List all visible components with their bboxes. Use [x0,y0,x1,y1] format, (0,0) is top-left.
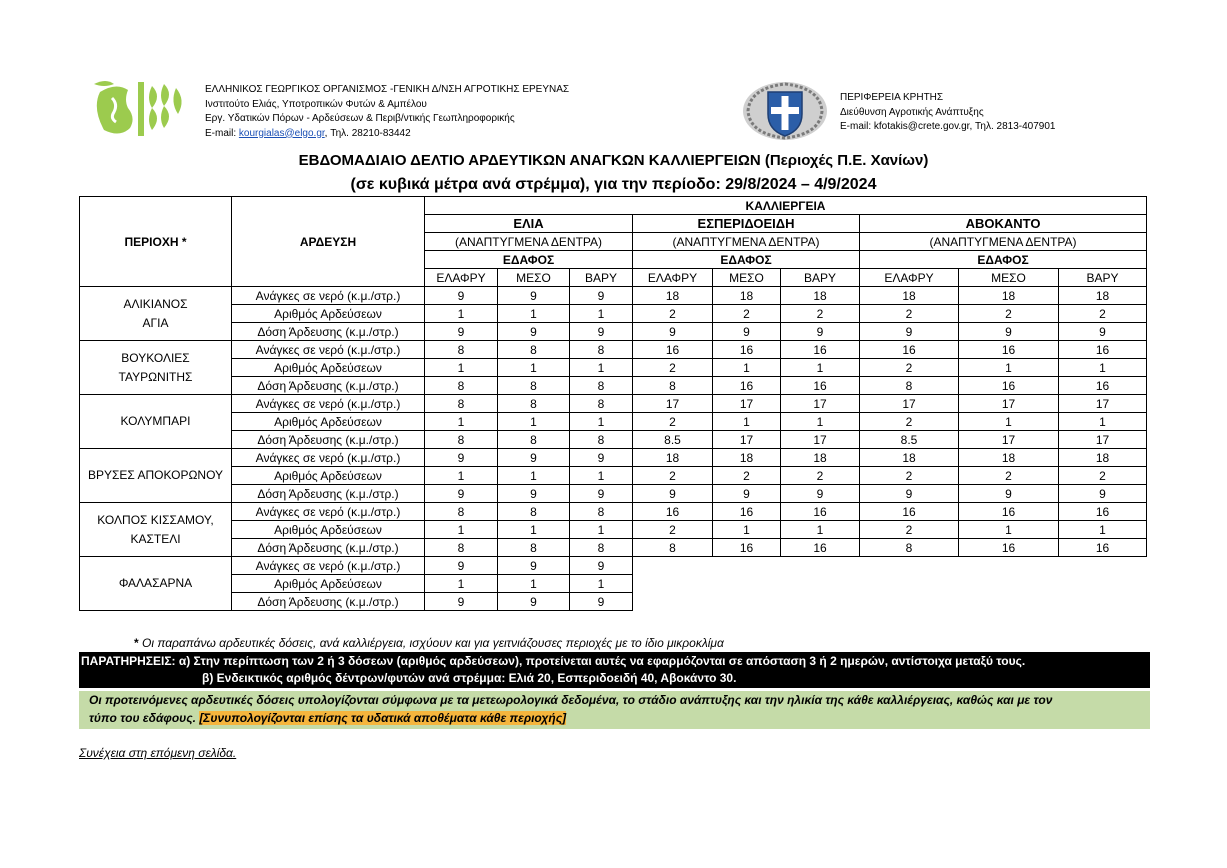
irrigation-table [79,196,1147,611]
value-cell: 9 [498,323,570,341]
value-cell: 8.5 [860,431,959,449]
value-cell: 9 [781,323,860,341]
value-cell: 16 [633,341,713,359]
value-cell: 1 [570,575,633,593]
value-cell: 2 [860,359,959,377]
footnote: * Οι παραπάνω αρδευτικές δόσεις, ανά καλλιέργεια, ισχύουν και για γειτνιάζουσες περιοχές με το ίδιο μικροκλίμα [134,636,724,650]
region-name: ΑΛΙΚΙΑΝΟΣ ΑΓΙΑ [80,287,232,341]
empty-cell [959,575,1059,593]
table-row [80,377,1147,395]
crop-citrus-sub: (ΑΝΑΠΤΥΓΜΕΝΑ ΔΕΝΤΡΑ) [633,233,860,251]
empty-cell [781,575,860,593]
note-line2: τύπο του εδάφους. [Συνυπολογίζονται επίσης τα υδατικά αποθέματα κάθε περιοχής] [89,711,567,725]
value-cell: 9 [498,485,570,503]
value-cell: 16 [1059,341,1147,359]
empty-cell [713,575,781,593]
empty-cell [860,557,959,575]
value-cell: 8 [498,341,570,359]
value-cell: 16 [781,503,860,521]
value-cell: 16 [959,539,1059,557]
value-cell: 9 [959,485,1059,503]
value-cell: 8 [498,539,570,557]
value-cell: 8 [425,539,498,557]
irrigation-row-label: Ανάγκες σε νερό (κ.μ./στρ.) [232,341,425,359]
value-cell: 8 [498,431,570,449]
value-cell: 2 [860,467,959,485]
irrigation-row-label: Αριθμός Αρδεύσεων [232,359,425,377]
value-cell: 1 [425,413,498,431]
value-cell: 18 [713,287,781,305]
table-row [80,395,1147,413]
region-name: ΦΑΛΑΣΑΡΝΑ [80,557,232,611]
value-cell: 8.5 [633,431,713,449]
soil-type-header: ΒΑΡΥ [570,269,633,287]
value-cell: 2 [633,359,713,377]
value-cell: 9 [425,593,498,611]
value-cell: 8 [570,539,633,557]
value-cell: 9 [860,485,959,503]
irrigation-row-label: Ανάγκες σε νερό (κ.μ./στρ.) [232,395,425,413]
value-cell: 9 [498,593,570,611]
soil-header-avocado: ΕΔΑΦΟΣ [860,251,1147,269]
table-row [80,593,1147,611]
value-cell: 1 [425,359,498,377]
region-name: ΚΟΛΠΟΣ ΚΙΣΣΑΜΟΥ, ΚΑΣΤΕΛΙ [80,503,232,557]
table-row [80,503,1147,521]
value-cell: 8 [570,341,633,359]
value-cell: 16 [1059,539,1147,557]
value-cell: 1 [1059,521,1147,539]
value-cell: 8 [570,395,633,413]
value-cell: 8 [570,377,633,395]
value-cell: 8 [425,503,498,521]
value-cell: 1 [425,467,498,485]
value-cell: 16 [781,341,860,359]
empty-cell [959,557,1059,575]
value-cell: 16 [860,503,959,521]
irrigation-row-label: Αριθμός Αρδεύσεων [232,467,425,485]
value-cell: 16 [781,539,860,557]
table-row [80,359,1147,377]
note-highlight: [Συνυπολογίζονται επίσης τα υδατικά αποθέματα κάθε περιοχής] [199,711,567,725]
bulletin-title: ΕΒΔΟΜΑΔΙΑΙΟ ΔΕΛΤΙΟ ΑΡΔΕΥΤΙΚΩΝ ΑΝΑΓΚΩΝ ΚΑΛΛΙΕΡΓΕΙΩΝ (Περιοχές Π.Ε. Χανίων) [298,152,929,169]
irrigation-row-label: Δόση Άρδευσης (κ.μ./στρ.) [232,323,425,341]
empty-cell [1059,575,1147,593]
contact-right: E-mail: kfotakis@crete.gov.gr, Τηλ. 2813-407901 [840,121,1056,132]
value-cell: 9 [781,485,860,503]
crop-citrus: ΕΣΠΕΡΙΔΟΕΙΔΗ [633,215,860,233]
empty-cell [713,593,781,611]
lab-name: Εργ. Υδατικών Πόρων - Αρδεύσεων & Περιβ/ντικής Γεωπληροφορικής [205,113,515,124]
value-cell: 16 [713,539,781,557]
empty-cell [1059,557,1147,575]
value-cell: 1 [425,575,498,593]
value-cell: 1 [713,413,781,431]
empty-cell [713,557,781,575]
value-cell: 8 [633,539,713,557]
continuation-note: Συνέχεια στη επόμενη σελίδα. [79,746,237,760]
value-cell: 2 [1059,305,1147,323]
department-name: Διεύθυνση Αγροτικής Ανάπτυξης [840,106,984,118]
value-cell: 8 [498,395,570,413]
value-cell: 9 [425,449,498,467]
irrigation-row-label: Δόση Άρδευσης (κ.μ./στρ.) [232,539,425,557]
empty-cell [860,593,959,611]
irrigation-row-label: Αριθμός Αρδεύσεων [232,575,425,593]
table-row [80,413,1147,431]
value-cell: 1 [498,521,570,539]
institute-name: Ινστιτούτο Ελιάς, Υποτροπικών Φυτών & Αμπέλου [205,98,427,110]
irrigation-row-label: Αριθμός Αρδεύσεων [232,413,425,431]
table-row [80,557,1147,575]
value-cell: 8 [425,395,498,413]
empty-cell [633,575,713,593]
header-right [840,91,1055,135]
value-cell: 1 [959,521,1059,539]
soil-type-header: ΜΕΣΟ [713,269,781,287]
value-cell: 8 [860,539,959,557]
value-cell: 1 [498,413,570,431]
value-cell: 18 [713,449,781,467]
value-cell: 9 [425,323,498,341]
value-cell: 18 [633,449,713,467]
value-cell: 8 [425,431,498,449]
value-cell: 17 [1059,395,1147,413]
value-cell: 1 [570,467,633,485]
empty-cell [781,557,860,575]
value-cell: 8 [570,431,633,449]
crop-olive: ΕΛΙΑ [425,215,633,233]
value-cell: 17 [633,395,713,413]
value-cell: 17 [860,395,959,413]
value-cell: 9 [713,323,781,341]
value-cell: 9 [570,593,633,611]
value-cell: 2 [633,305,713,323]
value-cell: 8 [498,503,570,521]
value-cell: 1 [498,359,570,377]
irrigation-row-label: Δόση Άρδευσης (κ.μ./στρ.) [232,377,425,395]
remark-a: ΠΑΡΑΤΗΡΗΣΕΙΣ: α) Στην περίπτωση των 2 ή 3 δόσεων (αριθμός αρδεύσεων), προτείνεται αυτές να εφαρμόζονται σε απόσταση 3 ή 2 ημερών, αντίστοιχα μεταξύ τους. [81,654,1026,668]
value-cell: 1 [959,359,1059,377]
value-cell: 16 [1059,377,1147,395]
table-row [80,539,1147,557]
irrigation-row-label: Αριθμός Αρδεύσεων [232,305,425,323]
region-header: ΠΕΡΙΟΧΗ * [80,197,232,287]
irrigation-row-label: Δόση Άρδευσης (κ.μ./στρ.) [232,431,425,449]
value-cell: 2 [860,305,959,323]
value-cell: 1 [570,521,633,539]
value-cell: 2 [713,467,781,485]
value-cell: 2 [713,305,781,323]
value-cell: 9 [498,557,570,575]
value-cell: 9 [425,287,498,305]
value-cell: 2 [633,467,713,485]
value-cell: 17 [1059,431,1147,449]
value-cell: 9 [498,449,570,467]
value-cell: 1 [781,413,860,431]
value-cell: 18 [781,287,860,305]
bulletin-subtitle: (σε κυβικά μέτρα ανά στρέμμα), για την περίοδο: 29/8/2024 – 4/9/2024 [350,176,877,193]
value-cell: 18 [959,449,1059,467]
value-cell: 18 [959,287,1059,305]
value-cell: 17 [959,431,1059,449]
soil-type-header: ΕΛΑΦΡΥ [633,269,713,287]
value-cell: 18 [781,449,860,467]
value-cell: 9 [633,323,713,341]
empty-cell [633,593,713,611]
region-authority: ΠΕΡΙΦΕΡΕΙΑ ΚΡΗΤΗΣ [840,92,944,103]
value-cell: 1 [713,521,781,539]
value-cell: 1 [1059,359,1147,377]
value-cell: 2 [959,467,1059,485]
table-row [80,521,1147,539]
value-cell: 1 [498,467,570,485]
irrigation-row-label: Ανάγκες σε νερό (κ.μ./στρ.) [232,449,425,467]
value-cell: 9 [1059,323,1147,341]
region-name: ΚΟΛΥΜΠΑΡΙ [80,395,232,449]
value-cell: 1 [570,359,633,377]
value-cell: 2 [1059,467,1147,485]
value-cell: 1 [713,359,781,377]
remark-b: β) Ενδεικτικός αριθμός δέντρων/φυτών ανά στρέμμα: Ελιά 20, Εσπεριδοειδή 40, Αβοκάντο 30. [202,671,737,685]
value-cell: 1 [425,305,498,323]
value-cell: 16 [713,503,781,521]
value-cell: 18 [860,449,959,467]
value-cell: 17 [959,395,1059,413]
crop-avocado: ΑΒΟΚΑΝΤΟ [860,215,1147,233]
irrigation-row-label: Ανάγκες σε νερό (κ.μ./στρ.) [232,557,425,575]
remarks-box [79,652,1150,688]
value-cell: 9 [570,323,633,341]
irrigation-row-label: Δόση Άρδευσης (κ.μ./στρ.) [232,593,425,611]
value-cell: 2 [860,521,959,539]
empty-cell [860,575,959,593]
value-cell: 8 [498,377,570,395]
value-cell: 8 [633,377,713,395]
value-cell: 9 [860,323,959,341]
value-cell: 9 [570,449,633,467]
value-cell: 1 [1059,413,1147,431]
table-row [80,467,1147,485]
value-cell: 1 [570,413,633,431]
irrigation-row-label: Ανάγκες σε νερό (κ.μ./στρ.) [232,503,425,521]
crop-avocado-sub: (ΑΝΑΠΤΥΓΜΕΝΑ ΔΕΝΤΡΑ) [860,233,1147,251]
value-cell: 17 [713,395,781,413]
greek-coat-of-arms-logo [740,80,830,142]
soil-header-citrus: ΕΔΑΦΟΣ [633,251,860,269]
value-cell: 9 [713,485,781,503]
value-cell: 18 [1059,449,1147,467]
soil-type-header: ΜΕΣΟ [498,269,570,287]
crops-header: ΚΑΛΛΙΕΡΓΕΙΑ [425,197,1147,215]
note-line1: Οι προτεινόμενες αρδευτικές δόσεις υπολογίζονται σύμφωνα με τα μετεωρολογικά δεδομένα, το στάδιο ανάπτυξης και την ηλικία της κάθε καλλιέργειας, καθώς και με τον [89,693,1053,707]
region-name: ΒΡΥΣΕΣ ΑΠΟΚΟΡΩΝΟΥ [80,449,232,503]
value-cell: 1 [959,413,1059,431]
value-cell: 8 [570,503,633,521]
value-cell: 16 [781,377,860,395]
value-cell: 8 [425,341,498,359]
soil-type-header: ΜΕΣΟ [959,269,1059,287]
org-name: ΕΛΛΗΝΙΚΟΣ ΓΕΩΡΓΙΚΟΣ ΟΡΓΑΝΙΣΜΟΣ -ΓΕΝΙΚΗ Δ/ΝΣΗ ΑΓΡΟΤΙΚΗΣ ΕΡΕΥΝΑΣ [205,84,570,95]
value-cell: 8 [860,377,959,395]
value-cell: 16 [633,503,713,521]
value-cell: 2 [781,467,860,485]
table-row [80,341,1147,359]
region-name: ΒΟΥΚΟΛΙΕΣ ΤΑΥΡΩΝΙΤΗΣ [80,341,232,395]
soil-type-header: ΕΛΑΦΡΥ [860,269,959,287]
irrigation-row-label: Δόση Άρδευσης (κ.μ./στρ.) [232,485,425,503]
value-cell: 2 [633,521,713,539]
value-cell: 16 [959,341,1059,359]
soil-header-olive: ΕΔΑΦΟΣ [425,251,633,269]
header-left [205,83,569,141]
table-row [80,323,1147,341]
value-cell: 2 [860,413,959,431]
value-cell: 1 [425,521,498,539]
irrigation-row-label: Αριθμός Αρδεύσεων [232,521,425,539]
value-cell: 9 [425,485,498,503]
value-cell: 1 [498,575,570,593]
value-cell: 1 [570,305,633,323]
value-cell: 9 [425,557,498,575]
value-cell: 9 [498,287,570,305]
empty-cell [959,593,1059,611]
value-cell: 2 [959,305,1059,323]
table-row [80,449,1147,467]
value-cell: 9 [570,557,633,575]
value-cell: 18 [860,287,959,305]
value-cell: 9 [959,323,1059,341]
table-row [80,305,1147,323]
table-row [80,575,1147,593]
irrigation-row-label: Ανάγκες σε νερό (κ.μ./στρ.) [232,287,425,305]
value-cell: 16 [959,503,1059,521]
soil-type-header: ΕΛΑΦΡΥ [425,269,498,287]
value-cell: 9 [570,485,633,503]
empty-cell [633,557,713,575]
value-cell: 16 [959,377,1059,395]
email-link[interactable]: kourgialas@elgo.gr [238,127,325,139]
crop-olive-sub: (ΑΝΑΠΤΥΓΜΕΝΑ ΔΕΝΤΡΑ) [425,233,633,251]
elgo-logo [90,78,196,140]
value-cell: 17 [781,431,860,449]
soil-type-header: ΒΑΡΥ [781,269,860,287]
value-cell: 1 [498,305,570,323]
table-row [80,485,1147,503]
value-cell: 2 [633,413,713,431]
empty-cell [1059,593,1147,611]
value-cell: 17 [713,431,781,449]
value-cell: 2 [781,305,860,323]
value-cell: 16 [860,341,959,359]
value-cell: 1 [781,359,860,377]
value-cell: 8 [425,377,498,395]
table-row [80,287,1147,305]
soil-type-header: ΒΑΡΥ [1059,269,1147,287]
table-row [80,431,1147,449]
value-cell: 16 [1059,503,1147,521]
value-cell: 16 [713,341,781,359]
value-cell: 9 [633,485,713,503]
methodology-note [79,691,1150,729]
value-cell: 17 [781,395,860,413]
value-cell: 9 [1059,485,1147,503]
value-cell: 18 [633,287,713,305]
value-cell: 18 [1059,287,1147,305]
empty-cell [781,593,860,611]
contact-line: E-mail: kourgialas@elgo.gr, Τηλ. 28210-83442 [205,127,411,139]
value-cell: 16 [713,377,781,395]
value-cell: 9 [570,287,633,305]
value-cell: 1 [781,521,860,539]
irrigation-header: ΑΡΔΕΥΣΗ [232,197,425,287]
